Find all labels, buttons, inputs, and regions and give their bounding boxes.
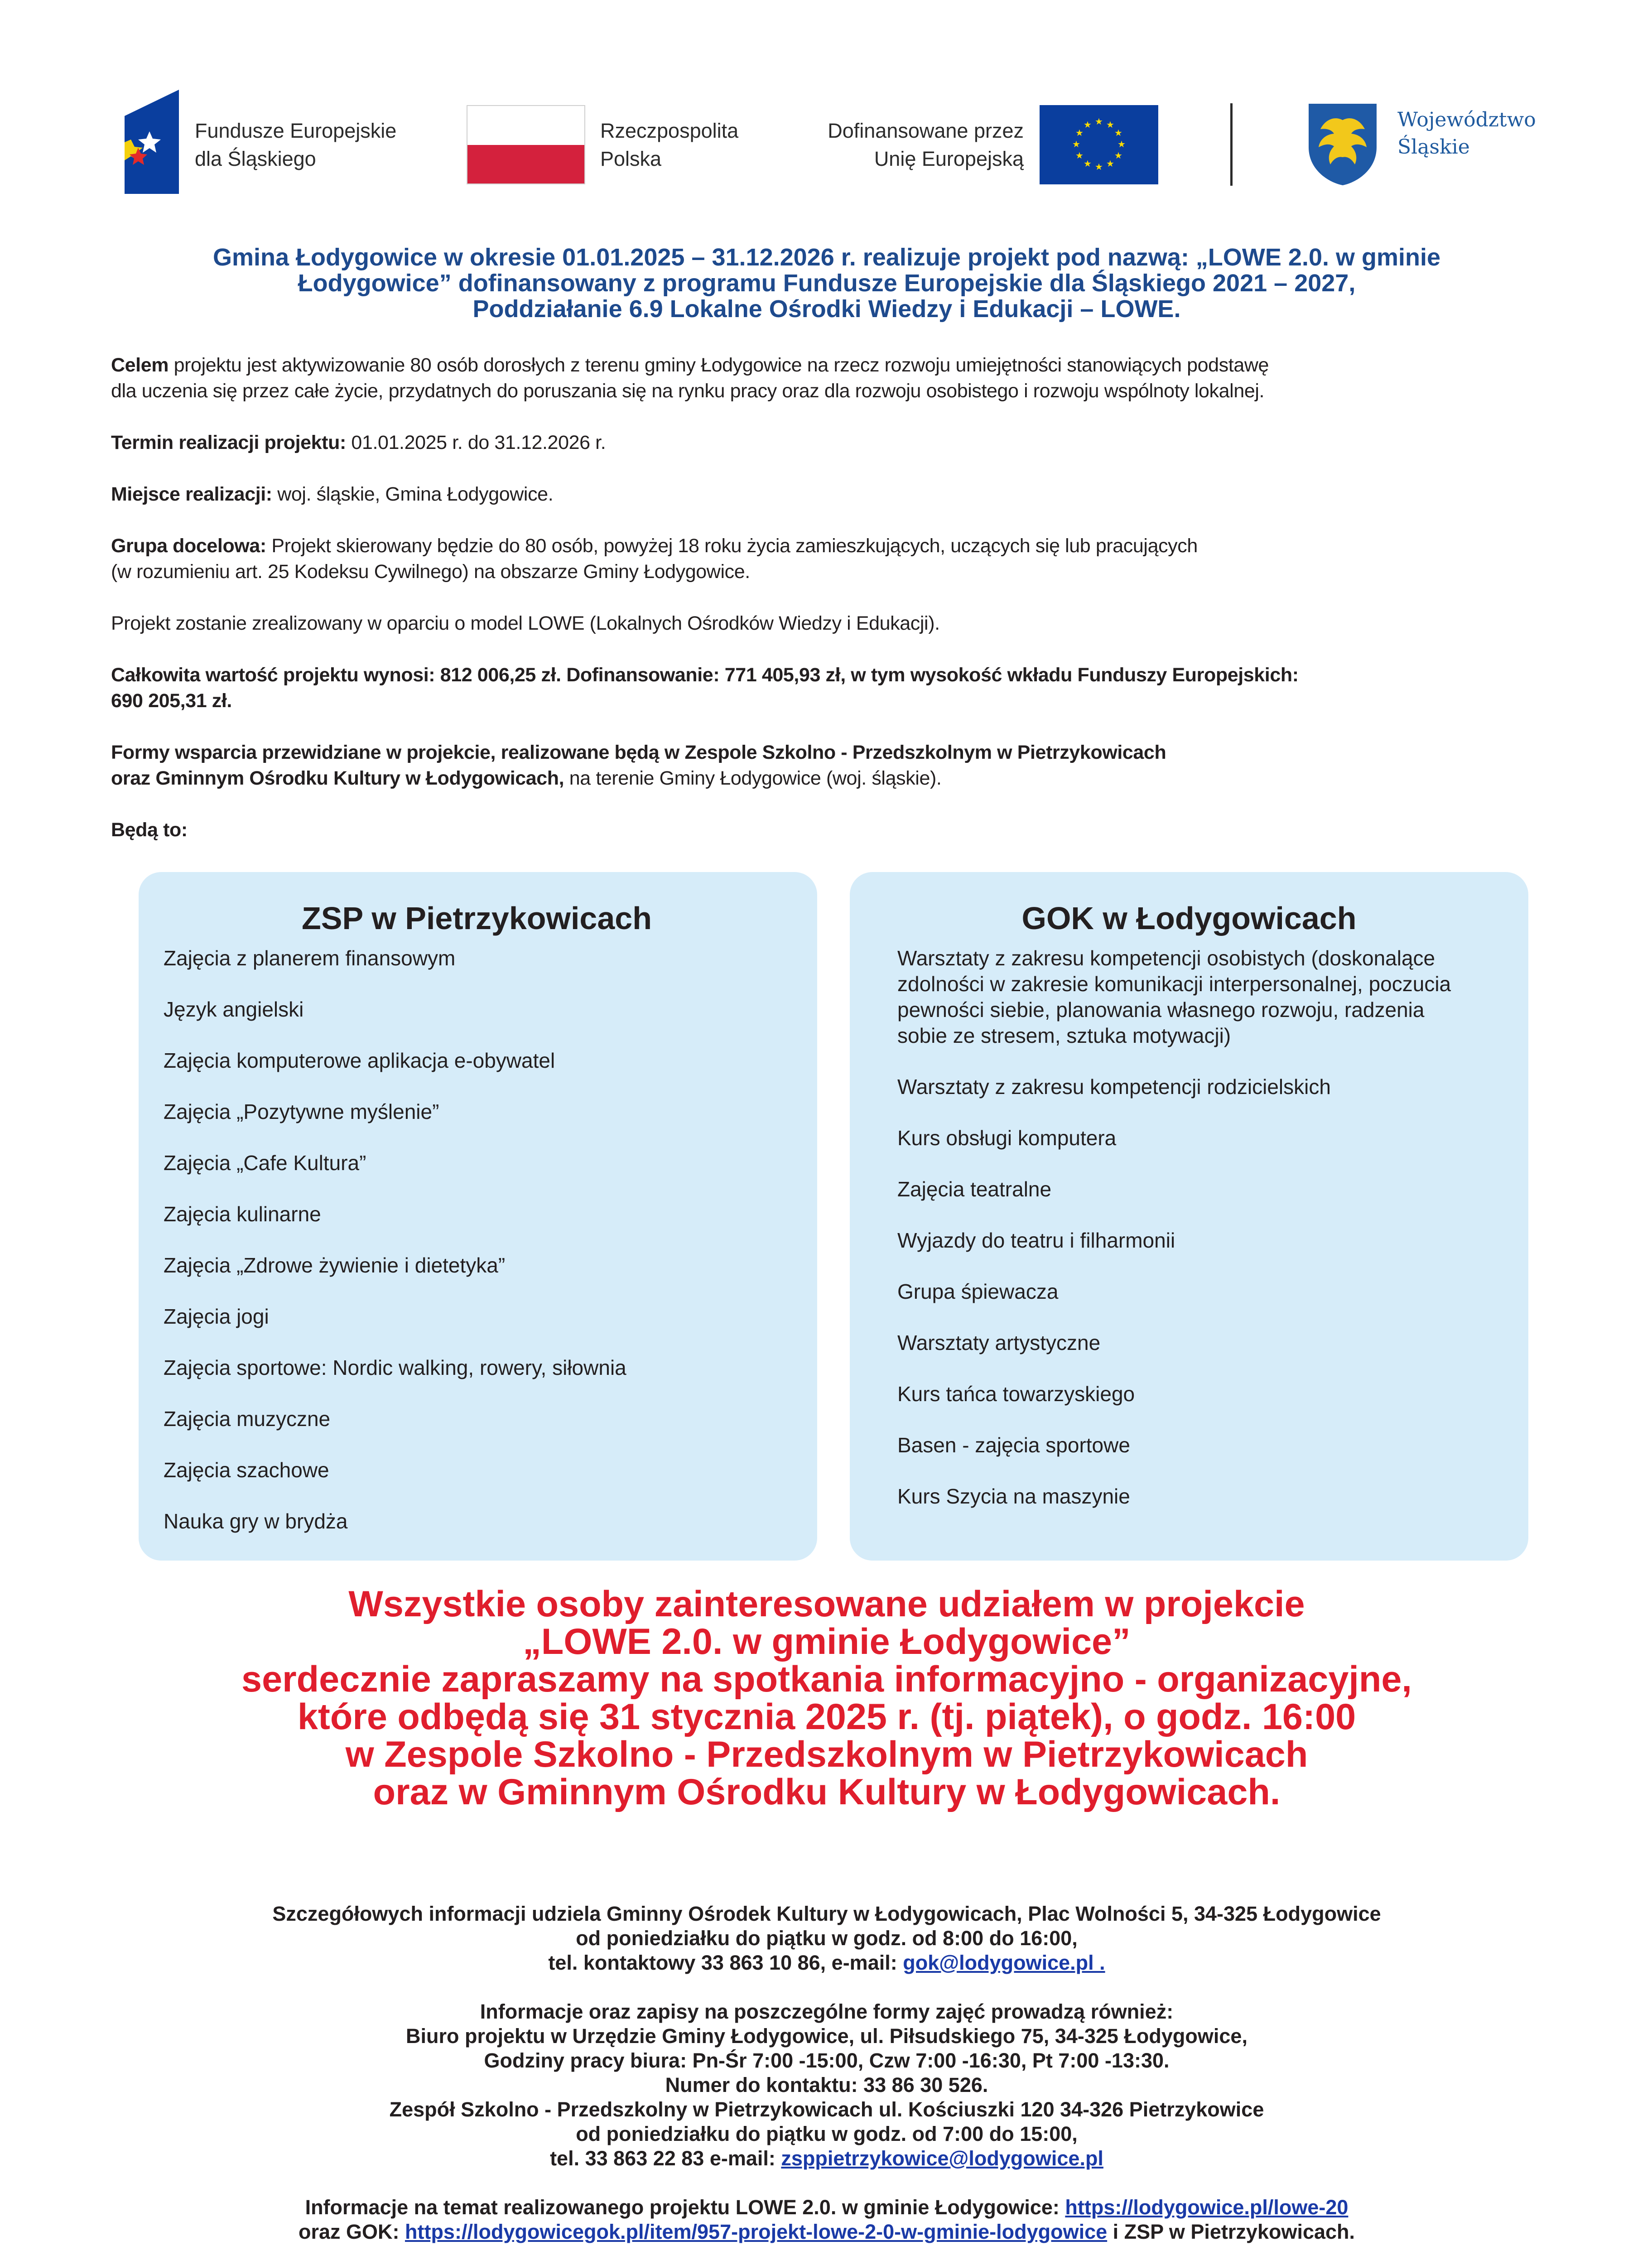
invite-line4: które odbędą się 31 stycznia 2025 r. (tj. piątek), o godz. 16:00 xyxy=(297,1696,1356,1737)
gok-activity-list xyxy=(897,945,1510,1509)
silesian-coat-of-arms-icon xyxy=(1307,102,1378,186)
enrollment-line1: Informacje oraz zapisy na poszczególne formy zajęć prowadzą również: xyxy=(480,2000,1174,2023)
target-group-text-2: (w rozumieniu art. 25 Kodeksu Cywilnego) na obszarze Gminy Łodygowice. xyxy=(111,561,750,583)
invite-line1: Wszystkie osoby zainteresowane udziałem w projekcie xyxy=(348,1584,1305,1624)
list-item: Zajęcia sportowe: Nordic walking, rowery, siłownia xyxy=(164,1356,626,1379)
term-paragraph xyxy=(111,430,1529,456)
svg-text:★: ★ xyxy=(1106,158,1114,169)
zsp-box-title: ZSP w Pietrzykowicach xyxy=(302,901,652,936)
project-links-paragraph xyxy=(82,2195,1572,2244)
support-forms-line1: Formy wsparcia przewidziane w projekcie, realizowane będą w Zespole Szkolno - Przedszkolnym w Pietrzykowicach xyxy=(111,742,1166,763)
support-forms-rest: na terenie Gminy Łodygowice (woj. śląskie). xyxy=(564,767,942,789)
svg-text:★: ★ xyxy=(1114,150,1122,161)
enrollment-line7: tel. 33 863 22 83 e-mail: xyxy=(550,2147,781,2170)
model-text: Projekt zostanie zrealizowany w oparciu o model LOWE (Lokalnych Ośrodków Wiedzy i Edukacji). xyxy=(111,612,940,634)
enrollment-line2: Biuro projektu w Urzędzie Gminy Łodygowice, ul. Piłsudskiego 75, 34-325 Łodygowice, xyxy=(406,2024,1247,2048)
enrollment-line5: Zespół Szkolno - Przedszkolny w Pietrzykowicach ul. Kościuszki 120 34-326 Pietrzykowice xyxy=(389,2098,1264,2121)
term-value: 01.01.2025 r. do 31.12.2026 r. xyxy=(346,432,606,453)
svg-text:★: ★ xyxy=(1075,150,1084,161)
european-funds-line1: Fundusze Europejskie xyxy=(195,119,397,142)
eu-line2: Unię Europejską xyxy=(874,147,1024,170)
european-funds-logo-icon xyxy=(125,90,179,194)
poland-line1: Rzeczpospolita xyxy=(600,119,739,142)
gok-contact-line3: tel. kontaktowy 33 863 10 86, e-mail: xyxy=(548,1951,903,1974)
gok-activities-box xyxy=(850,872,1528,1561)
poland-line2: Polska xyxy=(600,147,662,170)
gok-item0-line2: zdolności w zakresie komunikacji interpersonalnej, poczucia xyxy=(897,972,1451,996)
target-group-label: Grupa docelowa: xyxy=(111,535,266,557)
list-item: Warsztaty artystyczne xyxy=(897,1331,1101,1354)
voivodeship-logo-text xyxy=(1397,106,1536,161)
svg-text:★: ★ xyxy=(1072,139,1080,149)
zsp-activities-box xyxy=(139,872,817,1561)
gok-email-link[interactable]: gok@lodygowice.pl . xyxy=(903,1951,1105,1974)
logo-separator xyxy=(1230,103,1233,186)
gok-project-link[interactable]: https://lodygowicegok.pl/item/957-projekt-lowe-2-0-w-gminie-lodygowice xyxy=(405,2220,1108,2243)
enrollment-line4: Numer do kontaktu: 33 86 30 526. xyxy=(665,2073,988,2096)
goal-text-2: dla uczenia się przez całe życie, przydatnych do poruszania się na rynku pracy oraz dla rozwoju osobistego i rozwoju wspólnoty lokalnej. xyxy=(111,380,1265,402)
headline-line2: Łodygowice” dofinansowany z programu Fundusze Europejskie dla Śląskiego 2021 – 2027, xyxy=(298,270,1356,297)
place-paragraph xyxy=(111,482,1529,507)
project-headline xyxy=(118,245,1536,322)
meeting-invitation xyxy=(82,1586,1572,1811)
support-forms-paragraph xyxy=(111,740,1529,791)
zsp-email-link[interactable]: zsppietrzykowice@lodygowice.pl xyxy=(781,2147,1103,2170)
gok-contact-paragraph xyxy=(82,1902,1572,1975)
svg-text:★: ★ xyxy=(1114,127,1122,138)
svg-text:★: ★ xyxy=(1106,119,1114,130)
list-item: Nauka gry w brydża xyxy=(164,1509,348,1533)
voivodeship-line1: Województwo xyxy=(1397,108,1536,131)
poland-flag-icon xyxy=(467,105,585,184)
zsp-activity-list xyxy=(164,945,799,1534)
list-item: Zajęcia jogi xyxy=(164,1305,269,1328)
goal-paragraph xyxy=(111,352,1529,404)
goal-label: Celem xyxy=(111,354,169,376)
list-item: Warsztaty z zakresu kompetencji rodzicielskich xyxy=(897,1075,1331,1099)
list-item: Zajęcia muzyczne xyxy=(164,1407,331,1431)
term-label: Termin realizacji projektu: xyxy=(111,432,346,453)
poland-logo-text xyxy=(600,117,738,173)
target-group-paragraph xyxy=(111,533,1529,585)
svg-text:★: ★ xyxy=(1095,116,1103,127)
gok-contact-line2: od poniedziałku do piątku w godz. od 8:00 do 16:00, xyxy=(576,1927,1078,1950)
enrollment-line3: Godziny pracy biura: Pn-Śr 7:00 -15:00, Czw 7:00 -16:30, Pt 7:00 -13:30. xyxy=(484,2049,1170,2072)
list-item: Zajęcia „Cafe Kultura” xyxy=(164,1151,366,1175)
these-are-label: Będą to: xyxy=(111,819,188,841)
list-item: Basen - zajęcia sportowe xyxy=(897,1433,1130,1457)
invite-line3: serdecznie zapraszamy na spotkania informacyjno - organizacyjne, xyxy=(241,1659,1412,1700)
european-funds-line2: dla Śląskiego xyxy=(195,147,316,170)
list-item: Zajęcia teatralne xyxy=(897,1177,1052,1201)
list-item: Kurs Szycia na maszynie xyxy=(897,1484,1130,1508)
list-item: Zajęcia szachowe xyxy=(164,1458,329,1482)
svg-text:★: ★ xyxy=(1084,158,1092,169)
list-item: Kurs obsługi komputera xyxy=(897,1126,1117,1150)
eu-flag-icon xyxy=(1040,105,1158,184)
list-item: Zajęcia „Zdrowe żywienie i dietetyka” xyxy=(164,1253,506,1277)
project-links-line2-end: i ZSP w Pietrzykowicach. xyxy=(1107,2220,1355,2243)
list-item: Kurs tańca towarzyskiego xyxy=(897,1382,1135,1406)
voivodeship-line2: Śląskie xyxy=(1397,135,1470,159)
list-item: Język angielski xyxy=(164,998,304,1021)
eu-line1: Dofinansowane przez xyxy=(828,119,1024,142)
list-item: Zajęcia komputerowe aplikacja e-obywatel xyxy=(164,1049,555,1072)
list-item: Grupa śpiewacza xyxy=(897,1280,1059,1303)
svg-text:★: ★ xyxy=(1075,127,1084,138)
project-links-line1: Informacje na temat realizowanego projektu LOWE 2.0. w gminie Łodygowice: xyxy=(305,2196,1065,2219)
list-item: Zajęcia z planerem finansowym xyxy=(164,946,456,970)
invite-line6: oraz w Gminnym Ośrodku Kultury w Łodygowicach. xyxy=(373,1772,1281,1812)
gok-item0-line3: pewności siebie, planowania własnego rozwoju, radzenia xyxy=(897,998,1425,1022)
place-label: Miejsce realizacji: xyxy=(111,483,272,505)
list-item: Zajęcia kulinarne xyxy=(164,1202,321,1226)
gok-item0-line1: Warsztaty z zakresu kompetencji osobistych (doskonalące xyxy=(897,946,1435,970)
lowe-project-link[interactable]: https://lodygowice.pl/lowe-20 xyxy=(1065,2196,1349,2219)
project-links-line2: oraz GOK: xyxy=(298,2220,405,2243)
european-funds-logo-text xyxy=(195,117,396,173)
enrollment-paragraph xyxy=(82,2000,1572,2171)
svg-text:★: ★ xyxy=(1117,139,1126,149)
headline-line3: Poddziałanie 6.9 Lokalne Ośrodki Wiedzy i Edukacji – LOWE. xyxy=(472,295,1181,323)
model-paragraph xyxy=(111,611,1529,636)
eu-logo-text xyxy=(752,117,1024,173)
place-value: woj. śląskie, Gmina Łodygowice. xyxy=(272,483,554,505)
project-value-paragraph xyxy=(111,662,1529,714)
logo-bar xyxy=(0,0,1652,195)
gok-box-title: GOK w Łodygowicach xyxy=(1021,901,1357,936)
gok-item0-line4: sobie ze stresem, sztuka motywacji) xyxy=(897,1024,1231,1047)
project-value-line2: 690 205,31 zł. xyxy=(111,690,232,712)
headline-line1: Gmina Łodygowice w okresie 01.01.2025 – 31.12.2026 r. realizuje projekt pod nazwą: „LOWE 2.0. w gminie xyxy=(212,244,1441,271)
goal-text: projektu jest aktywizowanie 80 osób dorosłych z terenu gminy Łodygowice na rzecz rozwoju umiejętności stanowiących podstawę xyxy=(169,354,1269,376)
invite-line2: „LOWE 2.0. w gminie Łodygowice” xyxy=(523,1621,1131,1662)
list-item: Wyjazdy do teatru i filharmonii xyxy=(897,1229,1175,1252)
svg-text:★: ★ xyxy=(1084,119,1092,130)
list-item xyxy=(897,945,1510,1049)
contact-information xyxy=(82,1902,1572,2265)
enrollment-line6: od poniedziałku do piątku w godz. od 7:00 do 15:00, xyxy=(576,2122,1078,2145)
invite-line5: w Zespole Szkolno - Przedszkolnym w Pietrzykowicach xyxy=(345,1734,1308,1775)
support-forms-bold: oraz Gminnym Ośrodku Kultury w Łodygowicach, xyxy=(111,767,564,789)
these-are-paragraph xyxy=(111,817,1529,843)
list-item: Zajęcia „Pozytywne myślenie” xyxy=(164,1100,439,1123)
target-group-text: Projekt skierowany będzie do 80 osób, powyżej 18 roku życia zamieszkujących, uczących się lub pracujących xyxy=(266,535,1198,557)
svg-text:★: ★ xyxy=(1095,161,1103,172)
project-description xyxy=(111,352,1529,869)
gok-contact-line1: Szczegółowych informacji udziela Gminny Ośrodek Kultury w Łodygowicach, Plac Wolności 5, 34-325 Łodygowice xyxy=(272,1902,1381,1925)
project-value-line1: Całkowita wartość projektu wynosi: 812 006,25 zł. Dofinansowanie: 771 405,93 zł, w tym wysokość wkładu Funduszy Europejskich: xyxy=(111,664,1299,686)
